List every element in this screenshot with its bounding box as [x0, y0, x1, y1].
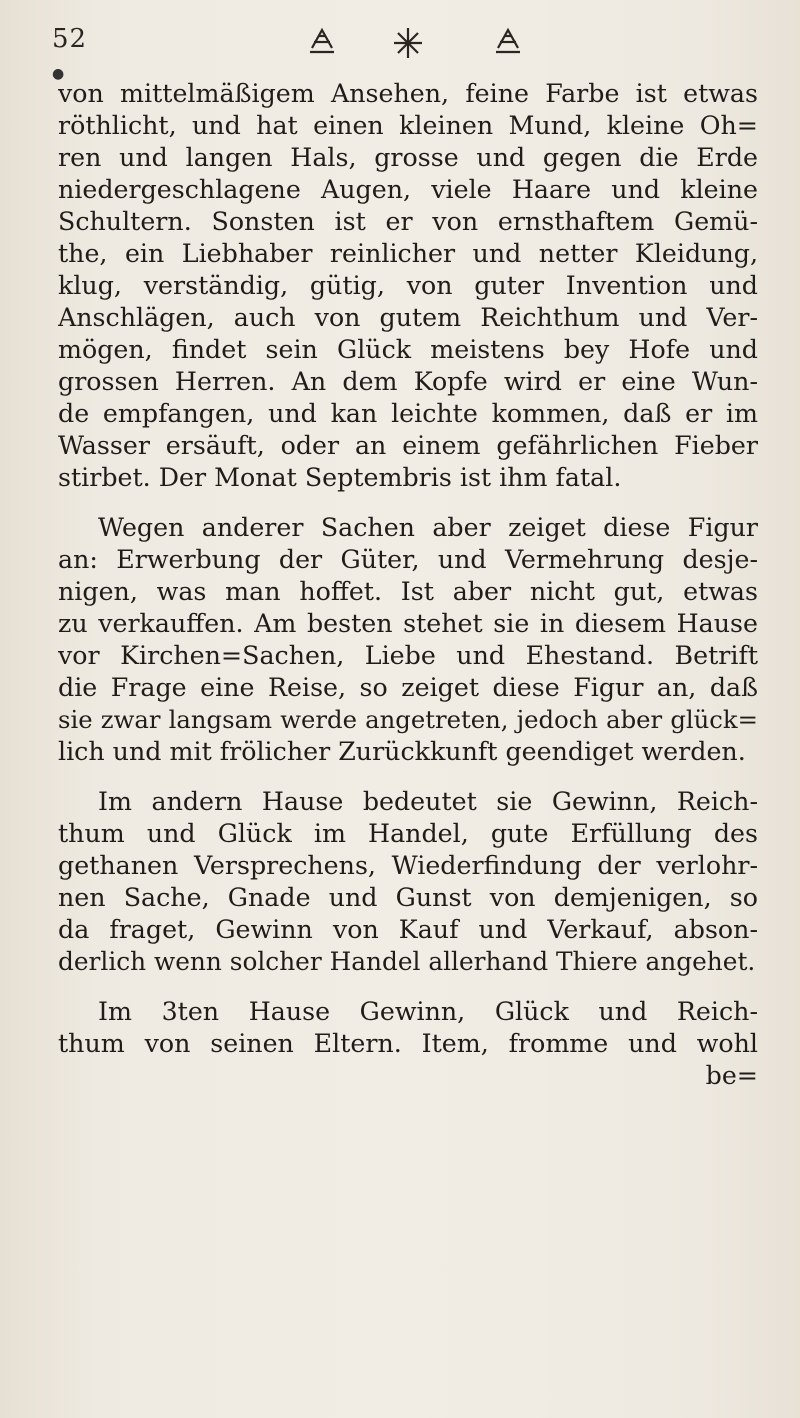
text-line: derlich wenn solcher Handel allerhand Thiere angehet.	[58, 947, 756, 976]
text-line: Wasser ersäuft, oder an einem gefährlichen Fieber	[58, 431, 758, 460]
text-line: röthlicht, und hat einen kleinen Mund, kleine Oh=	[58, 111, 758, 140]
text-line: vor Kirchen=Sachen, Liebe und Ehestand. Betrift	[58, 641, 758, 670]
paragraph-2	[58, 512, 758, 768]
geomantic-figure-ornament	[300, 20, 530, 64]
text-line: nen Sache, Gnade und Gunst von demjenigen, so	[58, 883, 758, 912]
text-line: sie zwar langsam werde angetreten, jedoch aber glück=	[58, 705, 758, 734]
text-line: stirbet. Der Monat Septembris ist ihm fatal.	[58, 463, 622, 492]
body-text	[58, 78, 758, 1092]
text-line: gethanen Versprechens, Wiederfindung der verlohr-	[58, 851, 758, 880]
ornament-dot: ●	[52, 66, 65, 82]
text-line: Anschlägen, auch von gutem Reichthum und Ver-	[58, 303, 758, 332]
text-line: Im andern Hause bedeutet sie Gewinn, Reich-	[98, 787, 758, 816]
text-line: nigen, was man hoffet. Ist aber nicht gut, etwas	[58, 577, 758, 606]
text-line: thum und Glück im Handel, gute Erfüllung des	[58, 819, 758, 848]
text-line: die Frage eine Reise, so zeiget diese Figur an, daß	[58, 673, 758, 702]
paragraph-3	[58, 786, 758, 978]
text-line: de empfangen, und kan leichte kommen, daß er im	[58, 399, 758, 428]
text-line: Im 3ten Hause Gewinn, Glück und Reich-	[98, 997, 758, 1026]
catchword: be=	[705, 1061, 758, 1090]
text-line: thum von seinen Eltern. Item, fromme und wohl	[58, 1029, 758, 1058]
text-line: mögen, findet sein Glück meistens bey Hofe und	[58, 335, 758, 364]
text-line: von mittelmäßigem Ansehen, feine Farbe ist etwas	[58, 79, 758, 108]
paragraph-4	[58, 996, 758, 1092]
text-line: da fraget, Gewinn von Kauf und Verkauf, abson-	[58, 915, 758, 944]
page-number: 52	[52, 24, 88, 54]
text-line: Schultern. Sonsten ist er von ernsthaftem Gemü-	[58, 207, 758, 236]
text-line: Wegen anderer Sachen aber zeiget diese Figur	[98, 513, 758, 542]
text-line: niedergeschlagene Augen, viele Haare und kleine	[58, 175, 758, 204]
text-line: zu verkauffen. Am besten stehet sie in diesem Hause	[58, 609, 758, 638]
text-line: grossen Herren. An dem Kopfe wird er eine Wun-	[58, 367, 758, 396]
text-line: an: Erwerbung der Güter, und Vermehrung desje-	[58, 545, 758, 574]
text-line: klug, verständig, gütig, von guter Invention und	[58, 271, 758, 300]
page-header	[30, 14, 770, 82]
text-line: ren und langen Hals, grosse und gegen die Erde	[58, 143, 758, 172]
text-line: lich und mit frölicher Zurückkunft geendiget werden.	[58, 737, 746, 766]
paragraph-1	[58, 78, 758, 494]
text-line: the, ein Liebhaber reinlicher und netter Kleidung,	[58, 239, 758, 268]
